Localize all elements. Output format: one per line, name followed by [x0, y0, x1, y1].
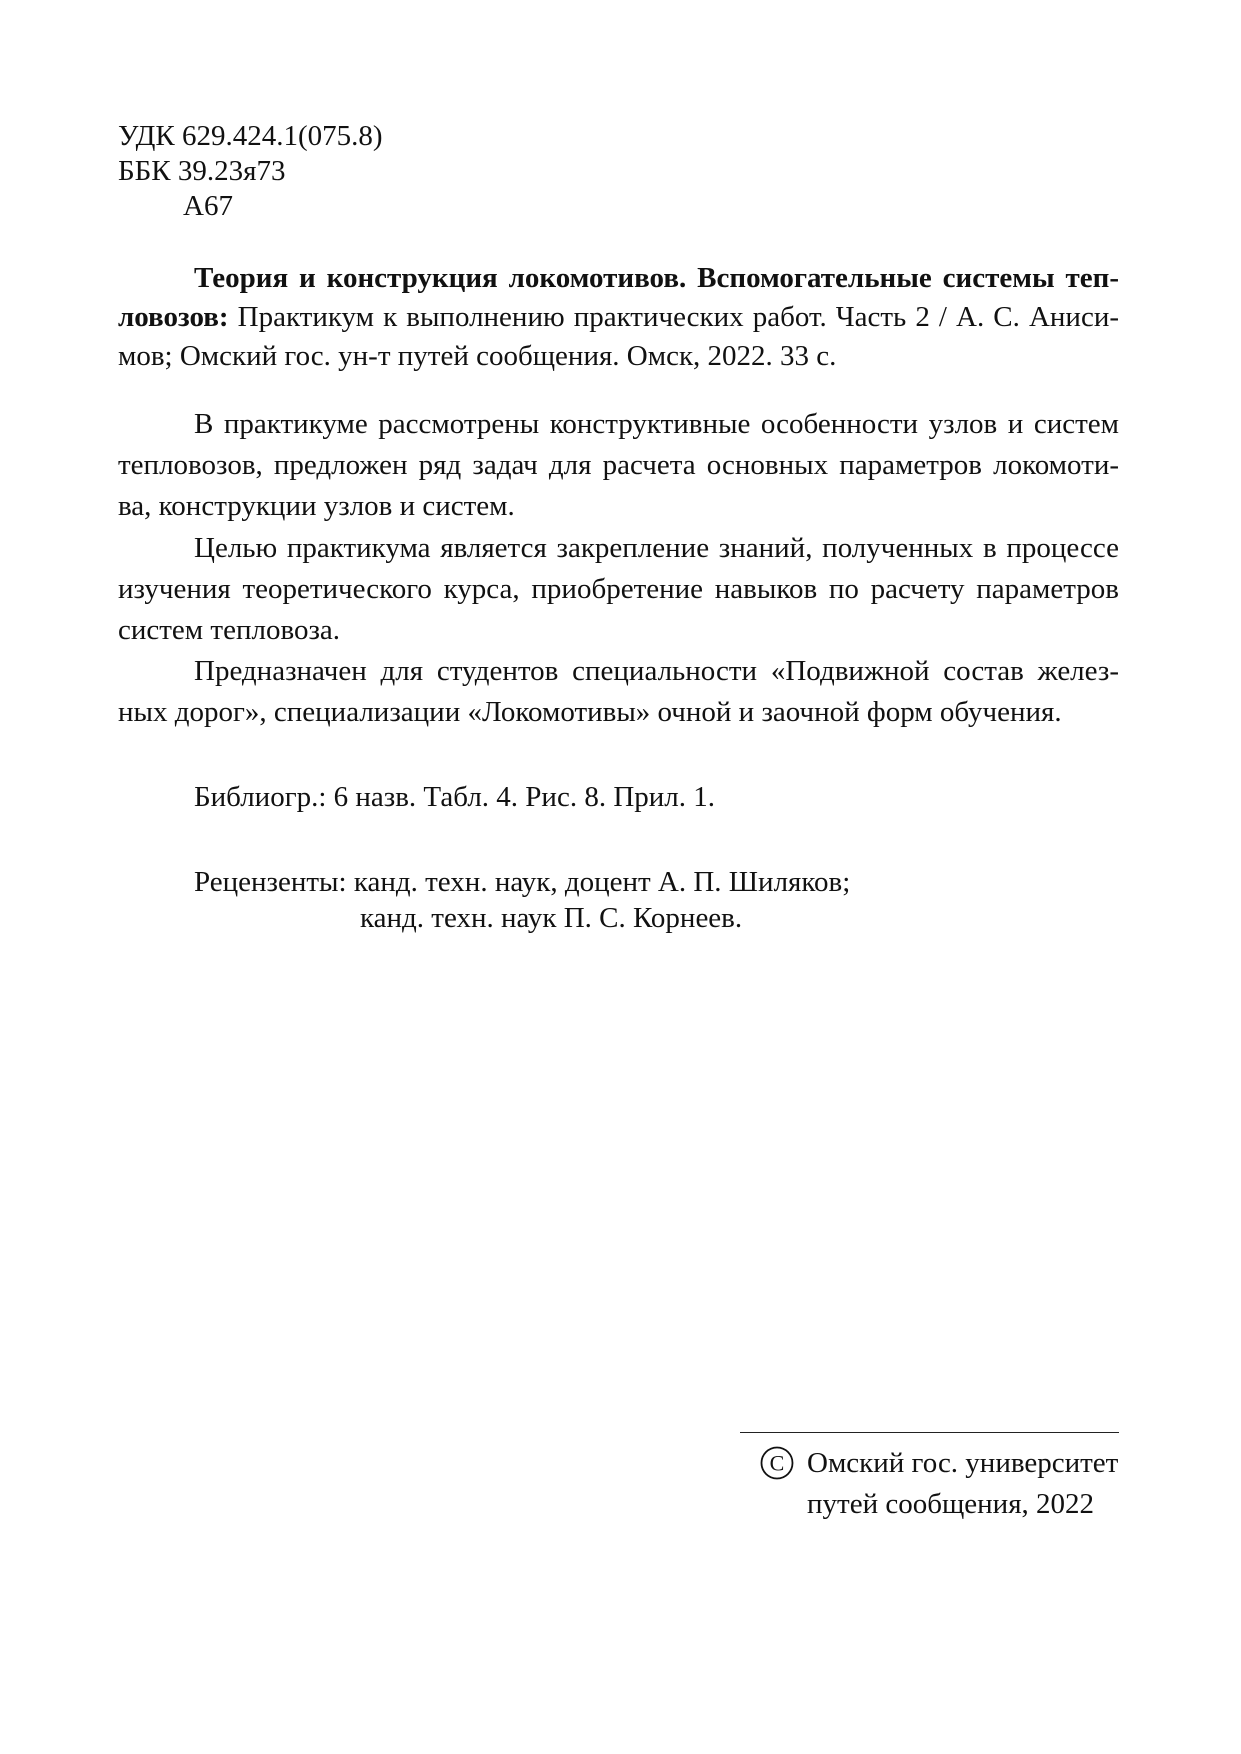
- copyright-holder-line-1: Омский гос. университет: [807, 1447, 1119, 1479]
- copyright-icon: [760, 1446, 794, 1480]
- abstract-paragraph-1-line: В практикуме рассмотрены конструктивные особенности узлов и систем: [194, 408, 1119, 440]
- abstract-paragraph-1-line: ва, конструкции узлов и систем.: [118, 490, 515, 522]
- reviewers-line-2: канд. техн. наук П. С. Корнеев.: [360, 902, 743, 934]
- bibliographic-title-end: ловозов:: [118, 301, 229, 333]
- reviewers-line-1: Рецензенты: канд. техн. наук, доцент А. П. Шиляков;: [194, 866, 851, 898]
- bibliographic-line-2-rest: Практикум к выполнению практических работ. Часть 2 / А. С. Аниси-: [228, 301, 1119, 333]
- abstract-paragraph-2-line: Целью практикума является закрепление знаний, полученных в процессе: [194, 532, 1119, 564]
- abstract-paragraph-3-line: ных дорог», специализации «Локомотивы» очной и заочной форм обучения.: [118, 696, 1062, 728]
- bibliographic-line-3: мов; Омский гос. ун-т путей сообщения. Омск, 2022. 33 с.: [118, 340, 837, 372]
- bibliographic-line-2: [118, 297, 1119, 338]
- abstract-paragraph-3-line: Предназначен для студентов специальности «Подвижной состав желез-: [194, 655, 1119, 687]
- abstract-paragraph-1-line: тепловозов, предложен ряд задач для расчета основных параметров локомоти-: [118, 449, 1119, 481]
- abstract-paragraph-2-line: изучения теоретического курса, приобретение навыков по расчету параметров: [118, 573, 1119, 605]
- abstract-paragraph-2-line: систем тепловоза.: [118, 614, 341, 646]
- copyright-holder-line-2: путей сообщения, 2022: [807, 1488, 1095, 1520]
- bibliography-note: Библиогр.: 6 назв. Табл. 4. Рис. 8. Прил. 1.: [194, 781, 716, 813]
- udk-code: УДК 629.424.1(075.8): [118, 120, 383, 152]
- bbk-code: ББК 39.23я73: [118, 155, 286, 187]
- copyright-symbol: C: [769, 1450, 785, 1476]
- author-mark: А67: [183, 190, 233, 222]
- copyright-divider: [740, 1432, 1119, 1433]
- bibliographic-title-line-1: Теория и конструкция локомотивов. Вспомогательные системы теп-: [194, 262, 1119, 294]
